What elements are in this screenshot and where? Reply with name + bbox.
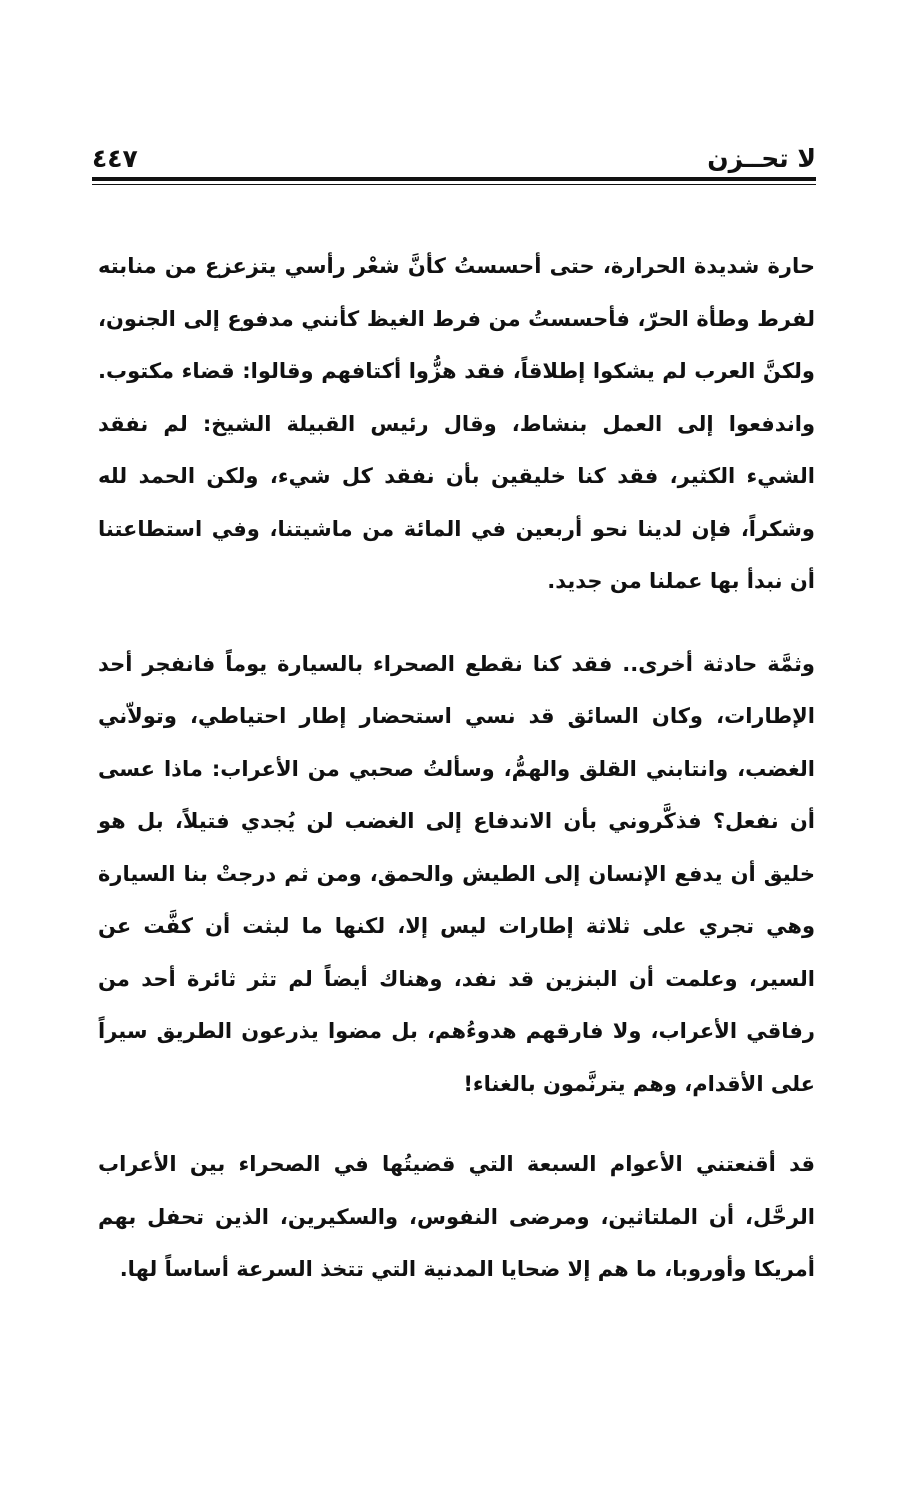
paragraph: قد أقنعتني الأعوام السبعة التي قضيتُها في الصحراء بين الأعراب الرحَّل، أن الملتاثين، ومرضى النفوس، والسكيرين، الذين تحفل بهم أمريكا وأوروبا، ما هم إلا ضحايا المدنية التي تتخذ السرعة أساساً لها. xyxy=(98,1152,815,1281)
paragraph: حارة شديدة الحرارة، حتى أحسستُ كأنَّ شعْر رأسي يتزعزع من منابته لفرط وطأة الحرّ، فأحسستُ من فرط الغيظ كأنني مدفوع إلى الجنون، ولكنَّ العرب لم يشكوا إطلاقاً، فقد هزُّوا أكتافهم وقالوا: قضاء مكتوب. واندفعوا إلى العمل بنشاط، وقال رئيس القبيلة الشيخ: لم نفقد الشيء الكثير، فقد كنا خليقين بأن نفقد كل شيء، ولكن الحمد لله وشكراً، فإن لدينا نحو أربعين في المائة من ماشيتنا، وفي استطاعتنا أن نبدأ بها عملنا من جديد. xyxy=(98,254,815,593)
running-header xyxy=(92,138,816,178)
book-title: لا تحــزن xyxy=(707,144,816,173)
header-rule-thick xyxy=(92,177,816,181)
page-number: ٤٤٧ xyxy=(92,144,138,173)
header-rule-thin xyxy=(92,184,816,185)
body-text xyxy=(98,240,815,1296)
paragraph: وثمَّة حادثة أخرى.. فقد كنا نقطع الصحراء بالسيارة يوماً فانفجر أحد الإطارات، وكان السائق قد نسي استحضار إطار احتياطي، وتولاّني الغضب، وانتابني القلق والهمُّ، وسألتُ صحبي من الأعراب: ماذا عسى أن نفعل؟ فذكَّروني بأن الاندفاع إلى الغضب لن يُجدي فتيلاً، بل هو خليق أن يدفع الإنسان إلى الطيش والحمق، ومن ثم درجتْ بنا السيارة وهي تجري على ثلاثة إطارات ليس إلا، لكنها ما لبثت أن كفَّت عن السير، وعلمت أن البنزين قد نفد، وهناك أيضاً لم تثر ثائرة أحد من رفاقي الأعراب، ولا فارقهم هدوءُهم، بل مضوا يذرعون الطريق سيراً على الأقدام، وهم يترنَّمون بالغناء! xyxy=(98,651,815,1096)
